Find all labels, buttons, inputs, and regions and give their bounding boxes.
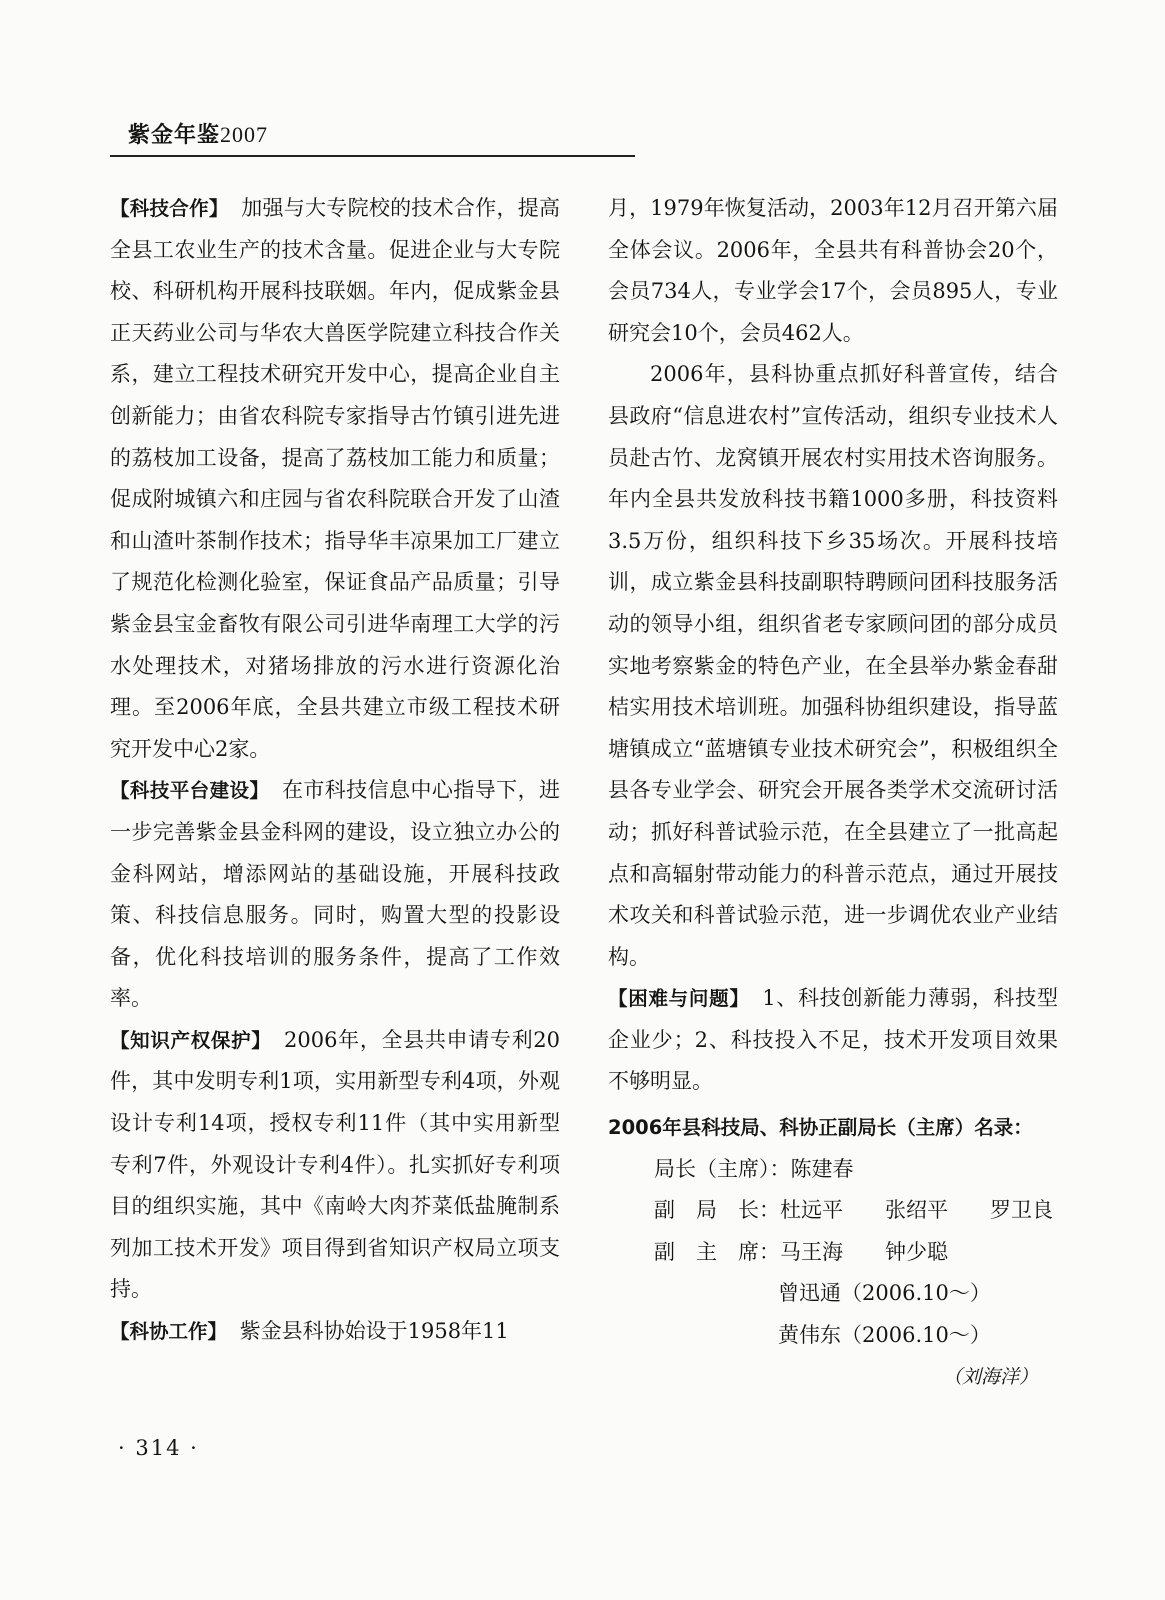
section-body: 紫金县科协始设于1958年11 (239, 1319, 509, 1344)
roster-director (608, 1149, 1058, 1191)
section-body: 加强与大专院校的技术合作，提高全县工农业生产的技术含量。促进企业与大专院校、科研机构开展科技联姻。年内，促成紫金县正天药业公司与华农大兽医学院建立科技合作关系，建立工程技术研究开发中心，提高企业自主创新能力；由省农科院专家指导古竹镇引进先进的荔枝加工设备，提高了荔枝加工能力和质量；促成附城镇六和庄园与省农科院联合开发了山渣和山渣叶茶制作技术；指导华丰凉果加工厂建立了规范化检测化验室，保证食品产品质量；引导紫金县宝金畜牧有限公司引进华南理工大学的污水处理技术，对猪场排放的污水进行资源化治理。至2006年底，全县共建立市级工程技术研究开发中心2家。 (110, 196, 560, 761)
section-body: 2006年，全县共申请专利20件，其中发明专利1项，实用新型专利4项，外观设计专利14项，授权专利11件（其中实用新型专利7件，外观设计专利4件）。扎实抓好专利项目的组织实施，其中《南岭大肉芥菜低盐腌制系列加工技术开发》项目得到省知识产权局立项支持。 (110, 1027, 560, 1302)
roster-names: 陈建春 (790, 1156, 854, 1181)
roster-label: 副 主 席： (654, 1239, 780, 1264)
section-heading: 【科技平台建设】 (110, 779, 270, 803)
roster-title: 2006年县科技局、科协正副局长（主席）名录： (608, 1116, 1033, 1140)
roster-names: 马王海 钟少聪 (780, 1239, 948, 1264)
section-body: 1、科技创新能力薄弱，科技型企业少；2、科技投入不足，技术开发项目效果不够明显。 (608, 986, 1058, 1094)
header-rule (110, 155, 635, 157)
section-difficulties (608, 978, 1058, 1103)
paragraph-continued: 月，1979年恢复活动，2003年12月召开第六届全体会议。2006年，全县共有科普协会20个，会员734人，专业学会17个，会员895人，专业研究会10个，会员462人。 (608, 196, 1058, 345)
roster-names: 杜远平 张绍平 罗卫良 (780, 1198, 1053, 1223)
roster-deputy-director (608, 1190, 1058, 1232)
section-heading: 【知识产权保护】 (110, 1028, 272, 1052)
left-column (110, 188, 560, 1353)
running-head (128, 118, 268, 149)
author-credit: （刘海洋） (942, 1365, 1038, 1388)
section-heading: 【科技合作】 (110, 197, 229, 220)
section-ip-protection (110, 1020, 560, 1311)
book-title: 紫金年鉴 (128, 123, 221, 148)
page-number: · 314 · (118, 1436, 199, 1460)
section-tech-cooperation (110, 188, 560, 770)
section-body: 在市科技信息中心指导下，进一步完善紫金县金科网的建设，设立独立办公的金科网站，增添网站的基础设施，开展科技政策、科技信息服务。同时，购置大型的投影设备，优化科技培训的服务条件，提高了工作效率。 (110, 778, 560, 1011)
section-heading: 【困难与问题】 (608, 987, 750, 1011)
roster-vice-chair-extra: 黄伟东（2006.10～） (778, 1323, 991, 1348)
paragraph-science-promotion: 2006年，县科协重点抓好科普宣传，结合县政府“信息进农村”宣传活动，组织专业技术人员赴古竹、龙窝镇开展农村实用技术咨询服务。年内全县共发放科技书籍1000多册，科技资料3.5万份，组织科技下乡35场次。开展科技培训，成立紫金县科技副职特聘顾问团科技服务活动的领导小组，组织省老专家顾问团的部分成员实地考察紫金的特色产业，在全县举办紫金春甜桔实用技术培训班。加强科协组织建设，指导蓝塘镇成立“蓝塘镇专业技术研究会”，积极组织全县各专业学会、研究会开展各类学术交流研讨活动；抓好科普试验示范，在全县建立了一批高起点和高辐射带动能力的科普示范点，通过开展技术攻关和科普试验示范，进一步调优农业产业结构。 (608, 362, 1058, 969)
roster-vice-chair (608, 1232, 1058, 1274)
section-tech-platform (110, 770, 560, 1020)
roster-vice-chair-extra: 曾迅通（2006.10～） (778, 1281, 991, 1306)
book-year: 2007 (220, 122, 269, 147)
roster-label: 局长（主席）： (654, 1156, 791, 1181)
section-sci-association (110, 1311, 560, 1353)
section-heading: 【科协工作】 (110, 1320, 228, 1344)
right-column (608, 188, 1058, 1398)
roster-label: 副 局 长： (654, 1198, 780, 1223)
